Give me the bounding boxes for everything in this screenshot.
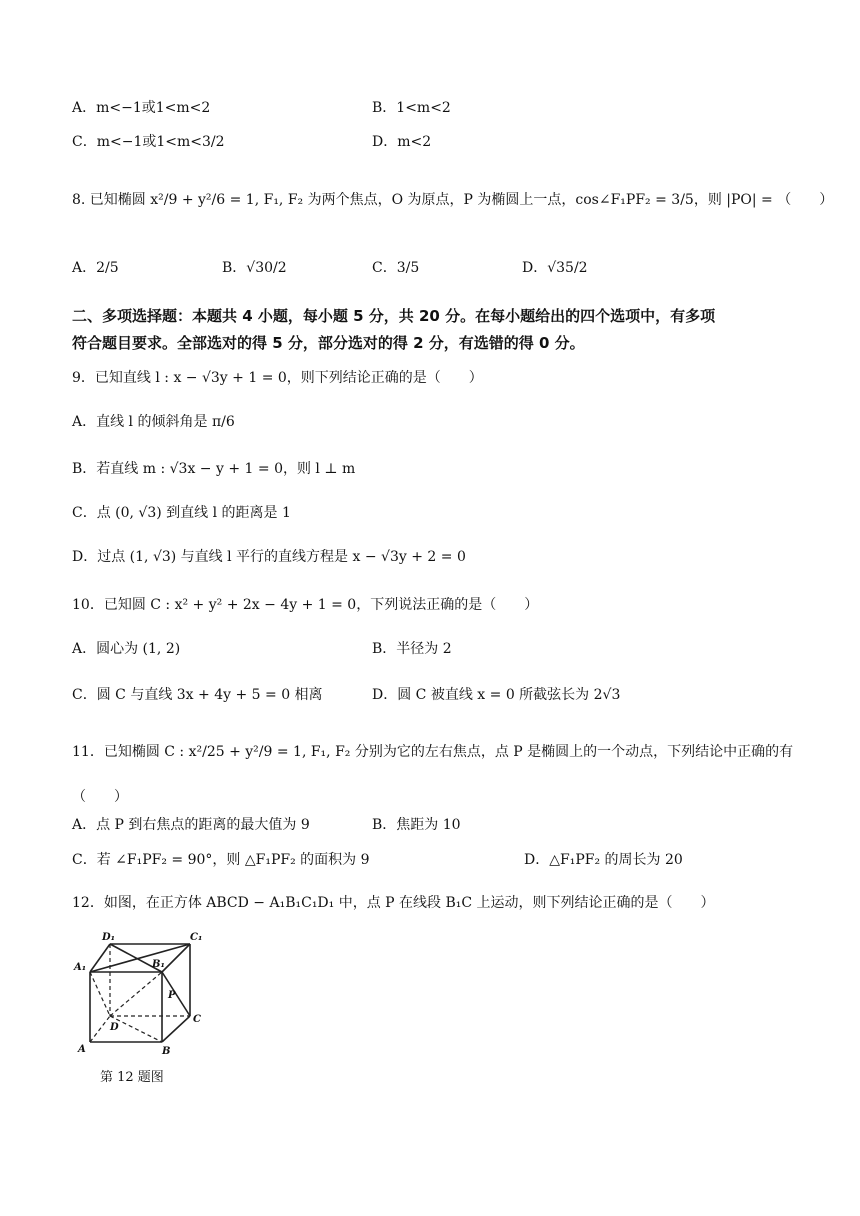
q9-option-b: B．若直线 m : √3x − y + 1 = 0，则 l ⊥ m	[72, 461, 356, 477]
label-b: B	[162, 1046, 171, 1057]
q11-option-c: C．若 ∠F₁PF₂ = 90°，则 △F₁PF₂ 的面积为 9	[72, 852, 370, 868]
label-d: D	[110, 1022, 119, 1033]
q8-option-b: B．√30/2	[222, 260, 287, 276]
section2-header-line2: 符合题目要求。全部选对的得 5 分，部分选对的得 2 分，有选错的得 0 分。	[72, 334, 585, 352]
q12-stem: 12．如图，在正方体 ABCD − A₁B₁C₁D₁ 中，点 P 在线段 B₁C 上运动，则下列结论正确的是（ ）	[72, 895, 715, 911]
q7-option-d: D．m<2	[372, 134, 432, 150]
q10-option-b: B．半径为 2	[372, 641, 452, 657]
q7-option-a: A．m<−1或1<m<2	[72, 100, 211, 116]
q9-option-a: A．直线 l 的倾斜角是 π/6	[72, 414, 235, 430]
diag-b1c	[162, 972, 190, 1016]
q11-stem: 11．已知椭圆 C : x²/25 + y²/9 = 1, F₁, F₂ 分别为它的左右焦点，点 P 是椭圆上的一个动点，下列结论中正确的有	[72, 744, 794, 760]
q11-option-d: D．△F₁PF₂ 的周长为 20	[524, 852, 683, 868]
q11-option-a: A．点 P 到右焦点的距离的最大值为 9	[72, 817, 310, 833]
q9-option-c: C．点 (0, √3) 到直线 l 的距离是 1	[72, 505, 291, 521]
q8-option-d: D．√35/2	[522, 260, 588, 276]
q10-option-c: C．圆 C 与直线 3x + 4y + 5 = 0 相离	[72, 687, 323, 703]
label-c1: C₁	[190, 932, 203, 943]
figure-caption: 第 12 题图	[100, 1070, 164, 1085]
q8-option-a: A．2/5	[72, 260, 119, 276]
q10-option-a: A．圆心为 (1, 2)	[72, 641, 181, 657]
q11-paren: （ ）	[72, 789, 128, 805]
label-c: C	[193, 1014, 201, 1025]
section2-header-line1: 二、多项选择题：本题共 4 小题，每小题 5 分，共 20 分。在每小题给出的四个选项中，有多项	[72, 307, 716, 325]
q10-option-d: D．圆 C 被直线 x = 0 所截弦长为 2√3	[372, 687, 621, 703]
q7-option-b: B．1<m<2	[372, 100, 451, 116]
q9-option-d: D．过点 (1, √3) 与直线 l 平行的直线方程是 x − √3y + 2 = 0	[72, 549, 466, 565]
q9-stem: 9．已知直线 l : x − √3y + 1 = 0，则下列结论正确的是（ ）	[72, 370, 483, 386]
hidden-ad	[90, 1016, 110, 1042]
q10-stem: 10．已知圆 C : x² + y² + 2x − 4y + 1 = 0，下列说法正确的是（ ）	[72, 597, 539, 613]
label-a1: A₁	[74, 962, 87, 973]
label-b1: B₁	[152, 959, 165, 970]
hidden-db1	[110, 972, 162, 1016]
cube-figure	[72, 930, 212, 1060]
q8-option-c: C．3/5	[372, 260, 420, 276]
label-d1: D₁	[102, 932, 116, 943]
label-p: P	[168, 990, 176, 1001]
q11-option-b: B．焦距为 10	[372, 817, 461, 833]
q8-stem: 8. 已知椭圆 x²/9 + y²/6 = 1, F₁, F₂ 为两个焦点，O 为原点，P 为椭圆上一点，cos∠F₁PF₂ = 3/5，则 |PO| = （ ）	[72, 192, 834, 208]
hidden-a1d	[90, 972, 110, 1016]
label-a: A	[78, 1044, 86, 1055]
edge-bc	[162, 1016, 190, 1042]
q7-option-c: C．m<−1或1<m<3/2	[72, 134, 225, 150]
